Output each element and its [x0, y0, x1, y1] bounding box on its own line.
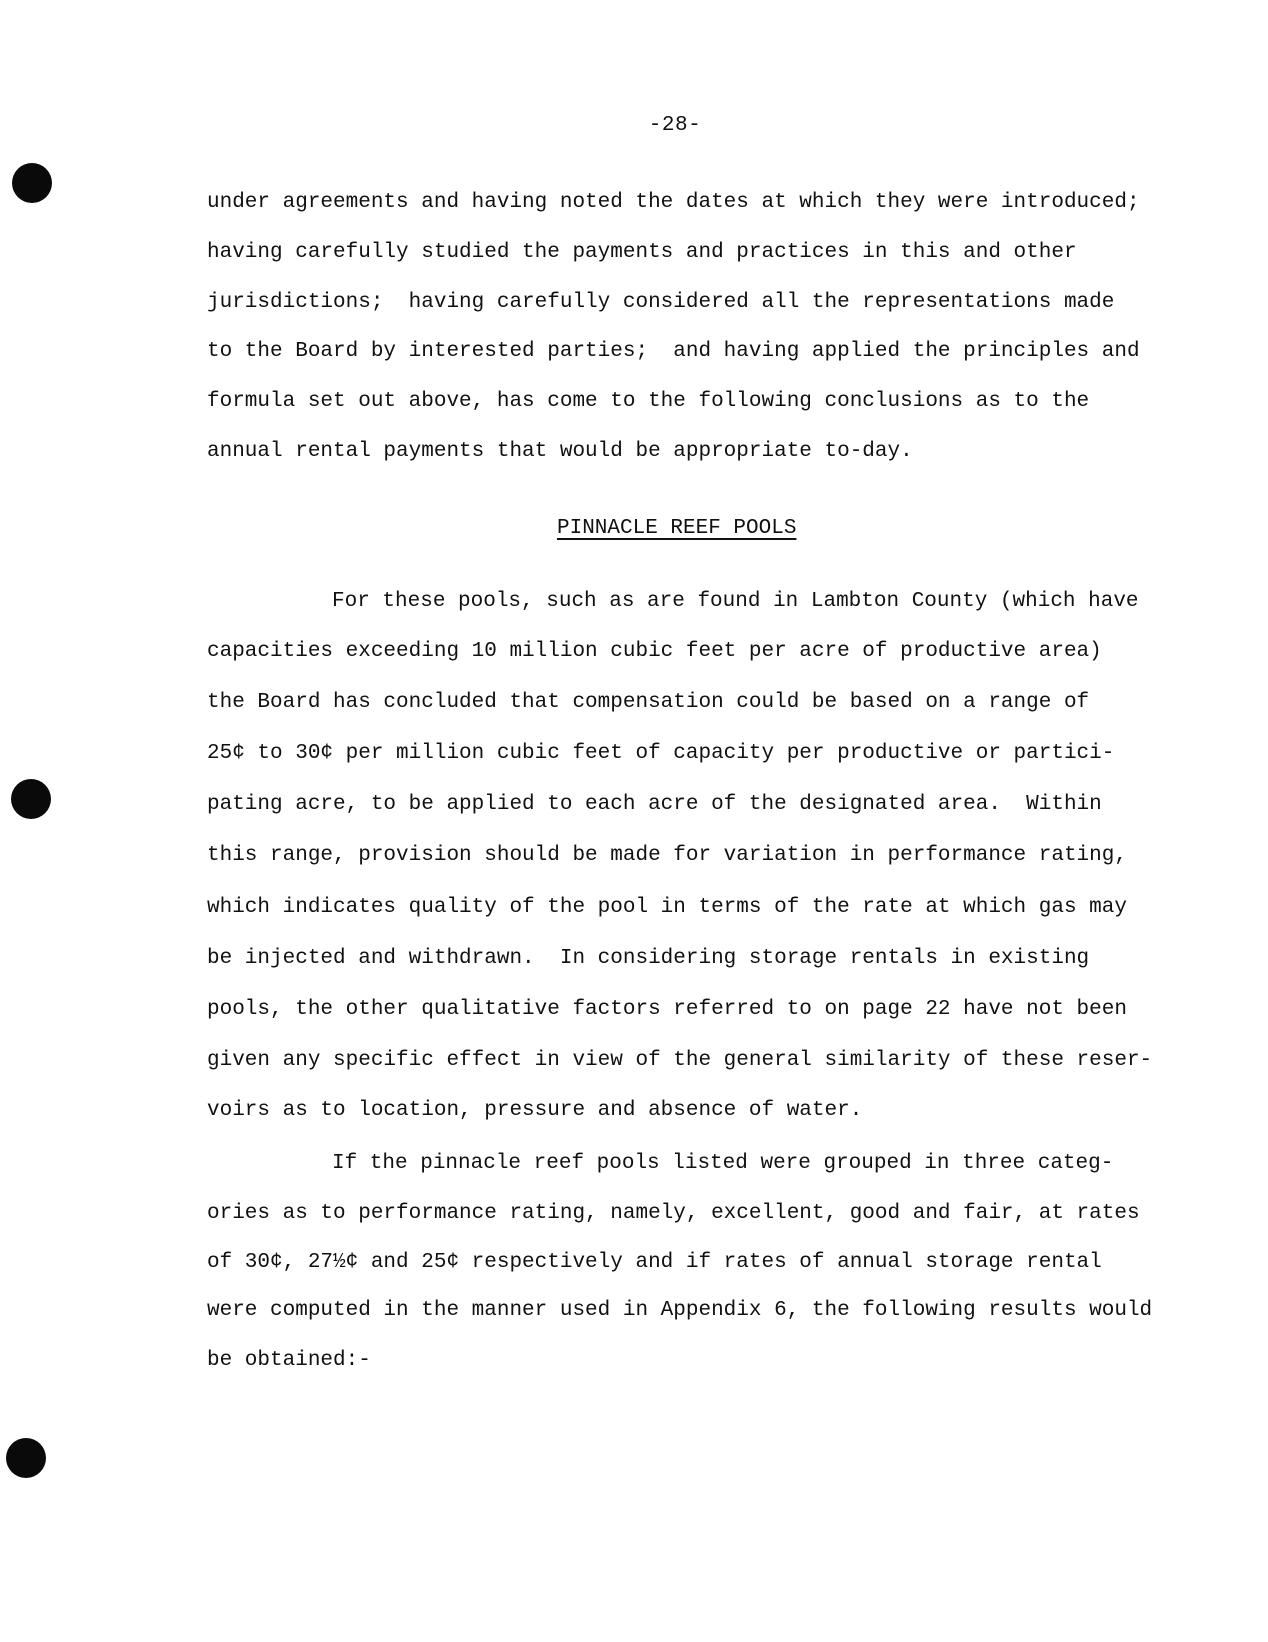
paragraph-2-line: capacities exceeding 10 million cubic feet per acre of productive area)	[207, 640, 1102, 663]
paragraph-2-line: 25¢ to 30¢ per million cubic feet of capacity per productive or partici-	[207, 742, 1115, 765]
punch-hole-middle	[11, 779, 51, 819]
punch-hole-bottom	[6, 1438, 46, 1478]
paragraph-3-line: ories as to performance rating, namely, excellent, good and fair, at rates	[207, 1202, 1140, 1225]
paragraph-3-line: If the pinnacle reef pools listed were grouped in three categ-	[332, 1152, 1114, 1175]
section-heading: PINNACLE REEF POOLS	[557, 517, 797, 540]
paragraph-1-line: formula set out above, has come to the following conclusions as to the	[207, 390, 1090, 413]
paragraph-2-line: For these pools, such as are found in Lambton County (which have	[332, 590, 1139, 613]
paragraph-3-line: be obtained:-	[207, 1349, 371, 1372]
paragraph-3-line: were computed in the manner used in Appendix 6, the following results would	[207, 1299, 1153, 1322]
paragraph-2-line: pools, the other qualitative factors referred to on page 22 have not been	[207, 998, 1127, 1021]
paragraph-1-line: to the Board by interested parties; and having applied the principles and	[207, 340, 1140, 363]
paragraph-1-line: under agreements and having noted the dates at which they were introduced;	[207, 191, 1140, 214]
paragraph-2-line: which indicates quality of the pool in terms of the rate at which gas may	[207, 896, 1127, 919]
paragraph-2-line: pating acre, to be applied to each acre of the designated area. Within	[207, 793, 1102, 816]
paragraph-2-line: this range, provision should be made for variation in performance rating,	[207, 844, 1127, 867]
paragraph-1-line: having carefully studied the payments and practices in this and other	[207, 241, 1077, 264]
paragraph-3-line: of 30¢, 27½¢ and 25¢ respectively and if rates of annual storage rental	[207, 1251, 1102, 1274]
punch-hole-top	[12, 163, 52, 203]
paragraph-2-line: given any specific effect in view of the general similarity of these reser-	[207, 1049, 1153, 1072]
page-number: -28-	[648, 114, 702, 137]
paragraph-1-line: annual rental payments that would be appropriate to-day.	[207, 440, 913, 463]
paragraph-2-line: voirs as to location, pressure and absence of water.	[207, 1099, 863, 1122]
paragraph-2-line: the Board has concluded that compensation could be based on a range of	[207, 691, 1090, 714]
paragraph-1-line: jurisdictions; having carefully considered all the representations made	[207, 291, 1115, 314]
paragraph-2-line: be injected and withdrawn. In considering storage rentals in existing	[207, 947, 1090, 970]
